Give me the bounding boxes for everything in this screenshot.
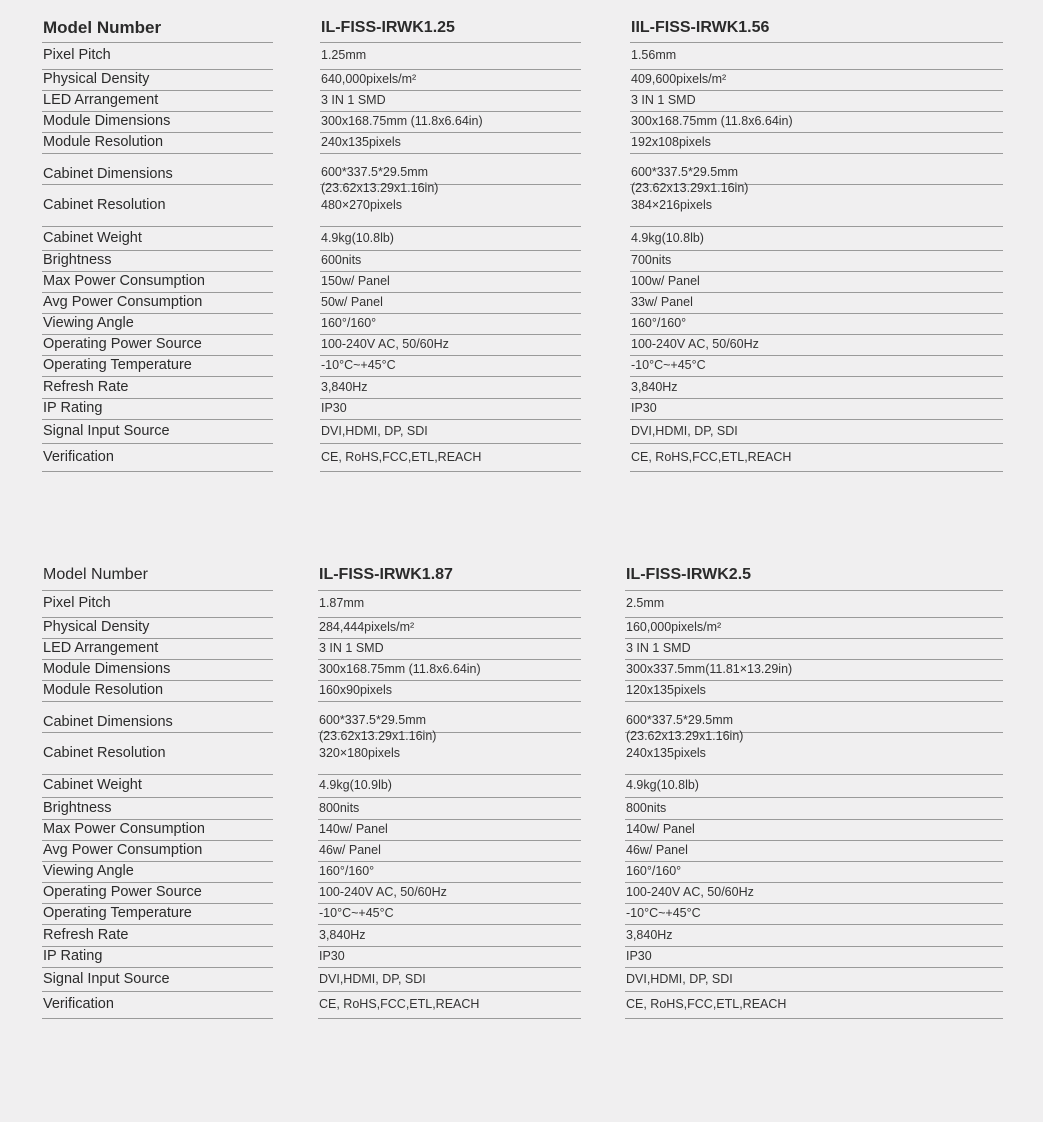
spec-value-a: 1.25mm xyxy=(320,43,581,70)
spec-value-b: 409,600pixels/m² xyxy=(630,70,1003,91)
spec-value-b: IP30 xyxy=(625,947,1003,968)
spec-label: Refresh Rate xyxy=(42,377,273,399)
spec-value-b: 4.9kg(10.8lb) xyxy=(625,775,1003,798)
spec-label: Module Resolution xyxy=(42,681,273,702)
spec-label: Physical Density xyxy=(42,618,273,639)
spec-label: Cabinet Dimensions xyxy=(42,154,273,185)
spec-label: IP Rating xyxy=(42,947,273,968)
spec-label: Brightness xyxy=(42,798,273,820)
spec-value-a: DVI,HDMI, DP, SDI xyxy=(318,968,581,992)
spec-label: Viewing Angle xyxy=(42,314,273,335)
spec-value-a: 300x168.75mm (11.8x6.64in) xyxy=(318,660,581,681)
spec-value-b: 160,000pixels/m² xyxy=(625,618,1003,639)
spec-value-b: 3,840Hz xyxy=(630,377,1003,399)
spec-value-a: 100-240V AC, 50/60Hz xyxy=(318,883,581,904)
spec-value-b: 384×216pixels xyxy=(630,185,1003,227)
spec-value-a: 140w/ Panel xyxy=(318,820,581,841)
spec-label: Max Power Consumption xyxy=(42,272,273,293)
spec-value-a: 284,444pixels/m² xyxy=(318,618,581,639)
spec-value-b: 46w/ Panel xyxy=(625,841,1003,862)
spec-label: LED Arrangement xyxy=(42,91,273,112)
spec-label: Pixel Pitch xyxy=(42,591,273,618)
spec-value-b: 3 IN 1 SMD xyxy=(625,639,1003,660)
spec-label: Operating Power Source xyxy=(42,883,273,904)
spec-label: Operating Power Source xyxy=(42,335,273,356)
spec-value-b: 192x108pixels xyxy=(630,133,1003,154)
spec-value-b: DVI,HDMI, DP, SDI xyxy=(630,420,1003,444)
spec-value-b: 100-240V AC, 50/60Hz xyxy=(630,335,1003,356)
spec-value-b: 3,840Hz xyxy=(625,925,1003,947)
spec-value-a: IP30 xyxy=(320,399,581,420)
spec-value-a: 640,000pixels/m² xyxy=(320,70,581,91)
spec-label: Pixel Pitch xyxy=(42,43,273,70)
spec-value-a: 480×270pixels xyxy=(320,185,581,227)
spec-value-a: IP30 xyxy=(318,947,581,968)
spec-value-a: -10°C~+45°C xyxy=(320,356,581,377)
spec-label: Verification xyxy=(42,444,273,472)
spec-value-a: CE, RoHS,FCC,ETL,REACH xyxy=(318,992,581,1019)
model-name: IL-FISS-IRWK1.87 xyxy=(318,560,581,591)
spec-label: Operating Temperature xyxy=(42,356,273,377)
spec-value-a: DVI,HDMI, DP, SDI xyxy=(320,420,581,444)
spec-value-b: 33w/ Panel xyxy=(630,293,1003,314)
spec-label: Physical Density xyxy=(42,70,273,91)
header-label: Model Number xyxy=(42,560,273,591)
spec-label: LED Arrangement xyxy=(42,639,273,660)
spec-label: Verification xyxy=(42,992,273,1019)
spec-label: Module Resolution xyxy=(42,133,273,154)
spec-value-a: 300x168.75mm (11.8x6.64in) xyxy=(320,112,581,133)
spec-label: Cabinet Weight xyxy=(42,227,273,251)
spec-value-b: IP30 xyxy=(630,399,1003,420)
spec-value-b: 1.56mm xyxy=(630,43,1003,70)
spec-label: Viewing Angle xyxy=(42,862,273,883)
spec-value-a: 3 IN 1 SMD xyxy=(320,91,581,112)
spec-value-a: 320×180pixels xyxy=(318,733,581,775)
spec-value-a: 3 IN 1 SMD xyxy=(318,639,581,660)
spec-value-b: DVI,HDMI, DP, SDI xyxy=(625,968,1003,992)
spec-value-b: 240x135pixels xyxy=(625,733,1003,775)
spec-value-a: 4.9kg(10.8lb) xyxy=(320,227,581,251)
spec-value-b: CE, RoHS,FCC,ETL,REACH xyxy=(630,444,1003,472)
spec-label: Max Power Consumption xyxy=(42,820,273,841)
spec-label: Avg Power Consumption xyxy=(42,293,273,314)
spec-value-a: 160°/160° xyxy=(318,862,581,883)
spec-label: Cabinet Resolution xyxy=(42,733,273,775)
spec-value-a: -10°C~+45°C xyxy=(318,904,581,925)
header-label: Model Number xyxy=(42,14,273,43)
model-name: IIL-FISS-IRWK1.56 xyxy=(630,14,1003,43)
model-name: IL-FISS-IRWK1.25 xyxy=(320,14,581,43)
spec-value-b: 600*337.5*29.5mm (23.62x13.29x1.16in) xyxy=(625,702,1003,733)
spec-value-b: 140w/ Panel xyxy=(625,820,1003,841)
spec-value-b: CE, RoHS,FCC,ETL,REACH xyxy=(625,992,1003,1019)
spec-label: Module Dimensions xyxy=(42,660,273,681)
spec-value-a: CE, RoHS,FCC,ETL,REACH xyxy=(320,444,581,472)
spec-value-a: 46w/ Panel xyxy=(318,841,581,862)
spec-label: Signal Input Source xyxy=(42,968,273,992)
spec-value-b: 4.9kg(10.8lb) xyxy=(630,227,1003,251)
spec-label: Cabinet Resolution xyxy=(42,185,273,227)
spec-value-a: 800nits xyxy=(318,798,581,820)
spec-value-b: -10°C~+45°C xyxy=(625,904,1003,925)
spec-label: Signal Input Source xyxy=(42,420,273,444)
spec-value-b: 3 IN 1 SMD xyxy=(630,91,1003,112)
spec-value-b: 300x337.5mm(11.81×13.29in) xyxy=(625,660,1003,681)
spec-value-b: 600*337.5*29.5mm (23.62x13.29x1.16in) xyxy=(630,154,1003,185)
spec-label: Cabinet Dimensions xyxy=(42,702,273,733)
spec-label: Operating Temperature xyxy=(42,904,273,925)
spec-value-a: 3,840Hz xyxy=(318,925,581,947)
spec-value-b: 100-240V AC, 50/60Hz xyxy=(625,883,1003,904)
spec-value-a: 4.9kg(10.9lb) xyxy=(318,775,581,798)
spec-value-a: 240x135pixels xyxy=(320,133,581,154)
spec-label: Avg Power Consumption xyxy=(42,841,273,862)
spec-value-b: 100w/ Panel xyxy=(630,272,1003,293)
spec-label: Module Dimensions xyxy=(42,112,273,133)
spec-value-a: 3,840Hz xyxy=(320,377,581,399)
spec-value-a: 600*337.5*29.5mm (23.62x13.29x1.16in) xyxy=(320,154,581,185)
spec-value-b: 800nits xyxy=(625,798,1003,820)
spec-value-a: 50w/ Panel xyxy=(320,293,581,314)
spec-value-a: 160°/160° xyxy=(320,314,581,335)
spec-label: Cabinet Weight xyxy=(42,775,273,798)
spec-label: Brightness xyxy=(42,251,273,272)
spec-value-b: 2.5mm xyxy=(625,591,1003,618)
spec-value-b: 300x168.75mm (11.8x6.64in) xyxy=(630,112,1003,133)
spec-value-b: -10°C~+45°C xyxy=(630,356,1003,377)
spec-value-b: 160°/160° xyxy=(630,314,1003,335)
spec-value-a: 600*337.5*29.5mm (23.62x13.29x1.16in) xyxy=(318,702,581,733)
spec-value-a: 1.87mm xyxy=(318,591,581,618)
spec-value-a: 100-240V AC, 50/60Hz xyxy=(320,335,581,356)
spec-value-a: 150w/ Panel xyxy=(320,272,581,293)
spec-value-b: 700nits xyxy=(630,251,1003,272)
spec-value-b: 120x135pixels xyxy=(625,681,1003,702)
spec-value-a: 160x90pixels xyxy=(318,681,581,702)
model-name: IL-FISS-IRWK2.5 xyxy=(625,560,1003,591)
spec-label: Refresh Rate xyxy=(42,925,273,947)
spec-value-b: 160°/160° xyxy=(625,862,1003,883)
spec-label: IP Rating xyxy=(42,399,273,420)
spec-value-a: 600nits xyxy=(320,251,581,272)
